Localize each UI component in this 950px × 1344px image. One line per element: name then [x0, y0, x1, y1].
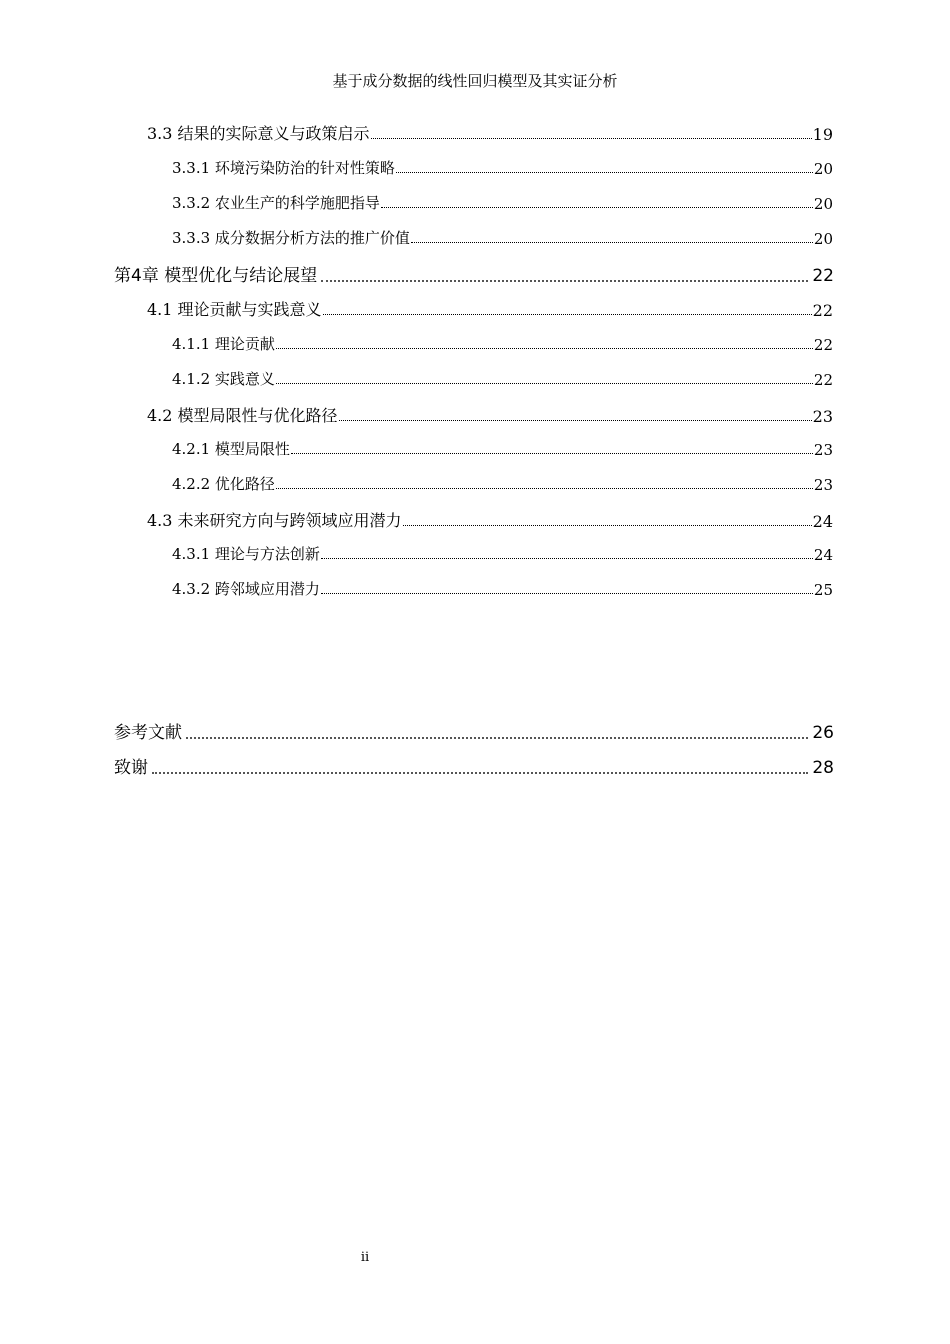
toc-entry-title: 4.2.2 优化路径 — [172, 475, 275, 493]
dot-leader — [276, 347, 813, 349]
toc-entry-page: 20 — [813, 230, 833, 248]
toc-entry[interactable] — [172, 157, 833, 178]
dot-leader — [411, 241, 813, 243]
toc-entry-page: 28 — [812, 758, 834, 778]
toc-entry[interactable] — [172, 543, 833, 564]
dot-leader — [276, 487, 813, 489]
toc-entry[interactable] — [172, 473, 833, 494]
toc-entry-page: 23 — [813, 476, 833, 494]
toc-entry[interactable] — [172, 192, 833, 213]
dot-leader — [321, 279, 808, 282]
toc-entry[interactable] — [147, 297, 833, 320]
toc-entry-title: 4.1.2 实践意义 — [172, 370, 275, 388]
toc-entry[interactable] — [147, 508, 833, 531]
toc-entry-title: 4.1.1 理论贡献 — [172, 335, 275, 353]
dot-leader — [291, 452, 813, 454]
dot-leader — [321, 557, 813, 559]
dot-leader — [339, 419, 812, 421]
dot-leader — [321, 592, 813, 594]
toc-entry-page: 26 — [812, 723, 834, 743]
toc-chapter-entry[interactable] — [114, 718, 834, 743]
dot-leader — [276, 382, 813, 384]
toc-entry-page: 25 — [813, 581, 833, 599]
dot-leader — [396, 171, 813, 173]
toc-entry-title: 4.3.1 理论与方法创新 — [172, 545, 320, 563]
toc-entry[interactable] — [172, 438, 833, 459]
toc-entry-title: 致谢 — [114, 758, 148, 778]
toc-entry-page: 24 — [812, 512, 833, 531]
toc-entry-title: 4.3 未来研究方向与跨领域应用潜力 — [147, 511, 402, 530]
toc-entry-page: 22 — [813, 336, 833, 354]
dot-leader — [381, 206, 813, 208]
running-header: 基于成分数据的线性回归模型及其实证分析 — [332, 72, 618, 90]
toc-entry-title: 参考文献 — [114, 723, 182, 743]
toc-entry-page: 24 — [813, 546, 833, 564]
toc-entry[interactable] — [172, 368, 833, 389]
toc-entry-title: 4.2 模型局限性与优化路径 — [147, 406, 338, 425]
toc-entry[interactable] — [172, 333, 833, 354]
toc-entry-page: 20 — [813, 195, 833, 213]
toc-entry[interactable] — [147, 121, 833, 144]
dot-leader — [403, 524, 812, 526]
toc-entry-page: 22 — [813, 371, 833, 389]
toc-entry-title: 3.3.2 农业生产的科学施肥指导 — [172, 194, 380, 212]
dot-leader — [152, 771, 808, 774]
toc-entry-page: 19 — [812, 125, 833, 144]
toc-entry-title: 3.3 结果的实际意义与政策启示 — [147, 124, 370, 143]
dot-leader — [186, 736, 808, 739]
dot-leader — [323, 313, 812, 315]
toc-entry[interactable] — [172, 227, 833, 248]
toc-entry-title: 第4章 模型优化与结论展望 — [114, 266, 318, 286]
toc-entry-page: 20 — [813, 160, 833, 178]
toc-chapter-entry[interactable] — [114, 261, 834, 286]
toc-chapter-entry[interactable] — [114, 753, 834, 778]
toc-entry-title: 3.3.1 环境污染防治的针对性策略 — [172, 159, 395, 177]
toc-entry-title: 4.2.1 模型局限性 — [172, 440, 290, 458]
dot-leader — [371, 137, 812, 139]
toc-entry-page: 23 — [812, 407, 833, 426]
toc-entry-page: 22 — [812, 301, 833, 320]
toc-entry-title: 4.1 理论贡献与实践意义 — [147, 300, 322, 319]
toc-entry-title: 3.3.3 成分数据分析方法的推广价值 — [172, 229, 410, 247]
toc-entry[interactable] — [147, 403, 833, 426]
page-number: ii — [360, 1250, 370, 1265]
toc-entry-page: 23 — [813, 441, 833, 459]
toc-entry-title: 4.3.2 跨邻域应用潜力 — [172, 580, 320, 598]
toc-entry[interactable] — [172, 578, 833, 599]
toc-entry-page: 22 — [812, 266, 834, 286]
